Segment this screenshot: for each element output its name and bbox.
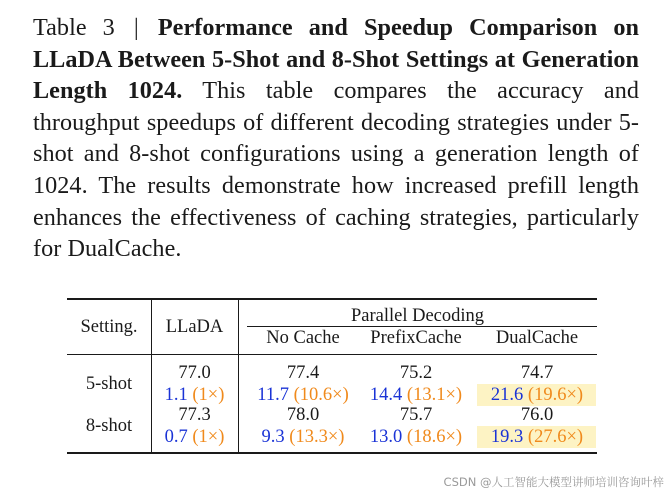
watermark: CSDN @人工智能大模型讲师培训咨询叶梓 [443, 475, 664, 489]
caption-body: This table compares the accuracy and throughput speedups of different decoding strategies under 5-shot and 8-shot configurations using a generation length of 1024. The results demonstrate how increased prefill length enhances the effectiveness of caching strategies, particularly for DualCache. [33, 77, 639, 263]
row-label-5shot: 5-shot [85, 374, 133, 394]
header-prefix-cache: PrefixCache [370, 328, 462, 348]
caption-label: Table 3 [33, 14, 115, 41]
header-parallel-decoding: Parallel Decoding [350, 306, 485, 326]
header-no-cache: No Cache [266, 328, 340, 348]
header-llada: LLaDA [165, 317, 224, 337]
llada-throughput: 1.1 (1×) [164, 385, 225, 405]
nocache-throughput: 9.3 (13.3×) [261, 427, 345, 447]
header-setting: Setting. [80, 317, 138, 337]
caption-title: Performance and Speedup Comparison on LLaDA Between 5-Shot and 8-Shot Settings at Generation Length 1024. [33, 14, 639, 105]
prefixcache-throughput: 13.0 (18.6×) [369, 427, 463, 447]
dualcache-throughput: 21.6 (19.6×) [490, 385, 584, 405]
dualcache-throughput: 19.3 (27.6×) [490, 427, 584, 447]
results-table [67, 298, 597, 454]
table-caption [33, 12, 639, 265]
dualcache-acc: 76.0 [520, 405, 554, 425]
llada-acc: 77.3 [178, 405, 211, 425]
top-rule [67, 298, 597, 300]
llada-acc: 77.0 [178, 363, 211, 383]
bottom-rule [67, 452, 597, 454]
llada-throughput: 0.7 (1×) [164, 427, 225, 447]
nocache-throughput: 11.7 (10.6×) [257, 385, 349, 405]
prefixcache-throughput: 14.4 (13.1×) [369, 385, 463, 405]
dualcache-acc: 74.7 [520, 363, 554, 383]
header-rule [67, 354, 597, 355]
prefixcache-acc: 75.7 [399, 405, 433, 425]
nocache-acc: 78.0 [286, 405, 320, 425]
prefixcache-acc: 75.2 [399, 363, 433, 383]
header-dual-cache: DualCache [495, 328, 579, 348]
row-label-8shot: 8-shot [85, 416, 133, 436]
caption-separator: | [133, 14, 139, 41]
nocache-acc: 77.4 [286, 363, 320, 383]
